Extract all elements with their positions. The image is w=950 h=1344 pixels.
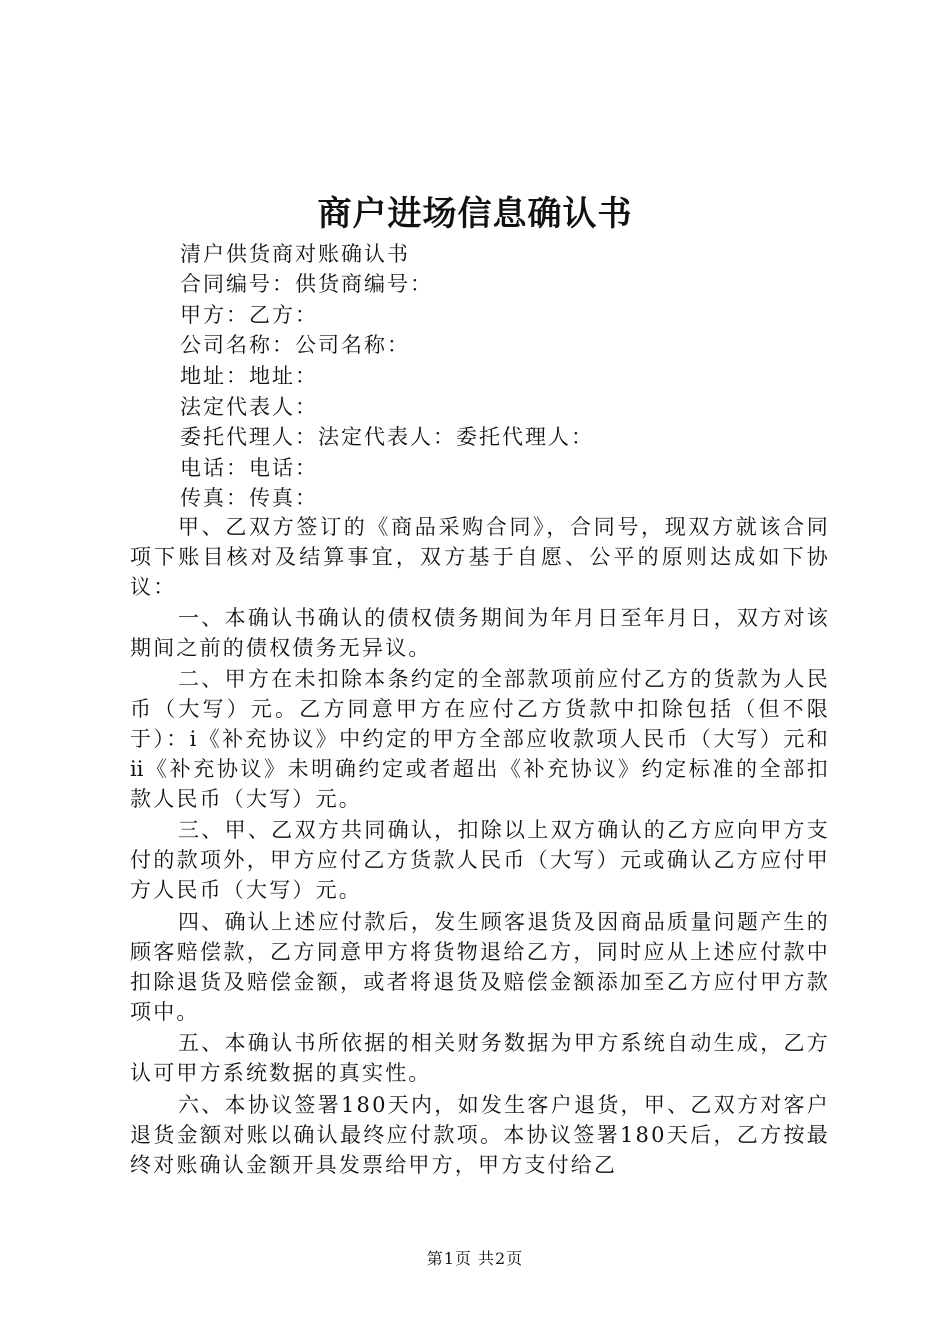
field-line-2: 合同编号：供货商编号：: [180, 272, 433, 296]
paragraph-clause-1: 一、本确认书确认的债权债务期间为年月日至年月日，双方对该期间之前的债权债务无异议。: [130, 606, 830, 660]
paragraph-clause-5: 五、本确认书所依据的相关财务数据为甲方系统自动生成，乙方认可甲方系统数据的真实性。: [130, 1031, 830, 1085]
page-number-footer: 第1页 共2页: [426, 1249, 524, 1268]
field-line-9: 传真：传真：: [180, 486, 318, 510]
paragraph-clause-3: 三、甲、乙双方共同确认，扣除以上双方确认的乙方应向甲方支付的款项外，甲方应付乙方货款人民币（大写）元或确认乙方应付甲方人民币（大写）元。: [130, 818, 830, 902]
paragraph-intro: 甲、乙双方签订的《商品采购合同》，合同号，现双方就该合同项下账目核对及结算事宜，双方基于自愿、公平的原则达成如下协议：: [130, 515, 830, 599]
field-line-5: 地址：地址：: [180, 364, 318, 388]
field-line-7: 委托代理人：法定代表人：委托代理人：: [180, 425, 594, 449]
paragraph-clause-4: 四、确认上述应付款后，发生顾客退货及因商品质量问题产生的顾客赔偿款，乙方同意甲方将货物退给乙方，同时应从上述应付款中扣除退货及赔偿金额，或者将退货及赔偿金额添加至乙方应付甲方款项中。: [130, 910, 830, 1024]
field-line-4: 公司名称：公司名称：: [180, 333, 410, 357]
field-line-1: 清户供货商对账确认书: [180, 242, 410, 266]
paragraph-clause-2: 二、甲方在未扣除本条约定的全部款项前应付乙方的货款为人民币（大写）元。乙方同意甲方在应付乙方货款中扣除包括（但不限于）：ⅰ《补充协议》中约定的甲方全部应收款项人民币（大写）元和ⅱ《补充协议》未明确约定或者超出《补充协议》约定标准的全部扣款人民币（大写）元。: [130, 667, 830, 811]
field-line-3: 甲方：乙方：: [180, 303, 318, 327]
field-line-6: 法定代表人：: [180, 395, 318, 419]
field-line-8: 电话：电话：: [180, 456, 318, 480]
paragraph-clause-6: 六、本协议签署180天内，如发生客户退货，甲、乙双方对客户退货金额对账以确认最终应付款项。本协议签署180天后，乙方按最终对账确认金额开具发票给甲方，甲方支付给乙: [130, 1093, 830, 1177]
document-title: 商户进场信息确认书: [317, 194, 633, 234]
